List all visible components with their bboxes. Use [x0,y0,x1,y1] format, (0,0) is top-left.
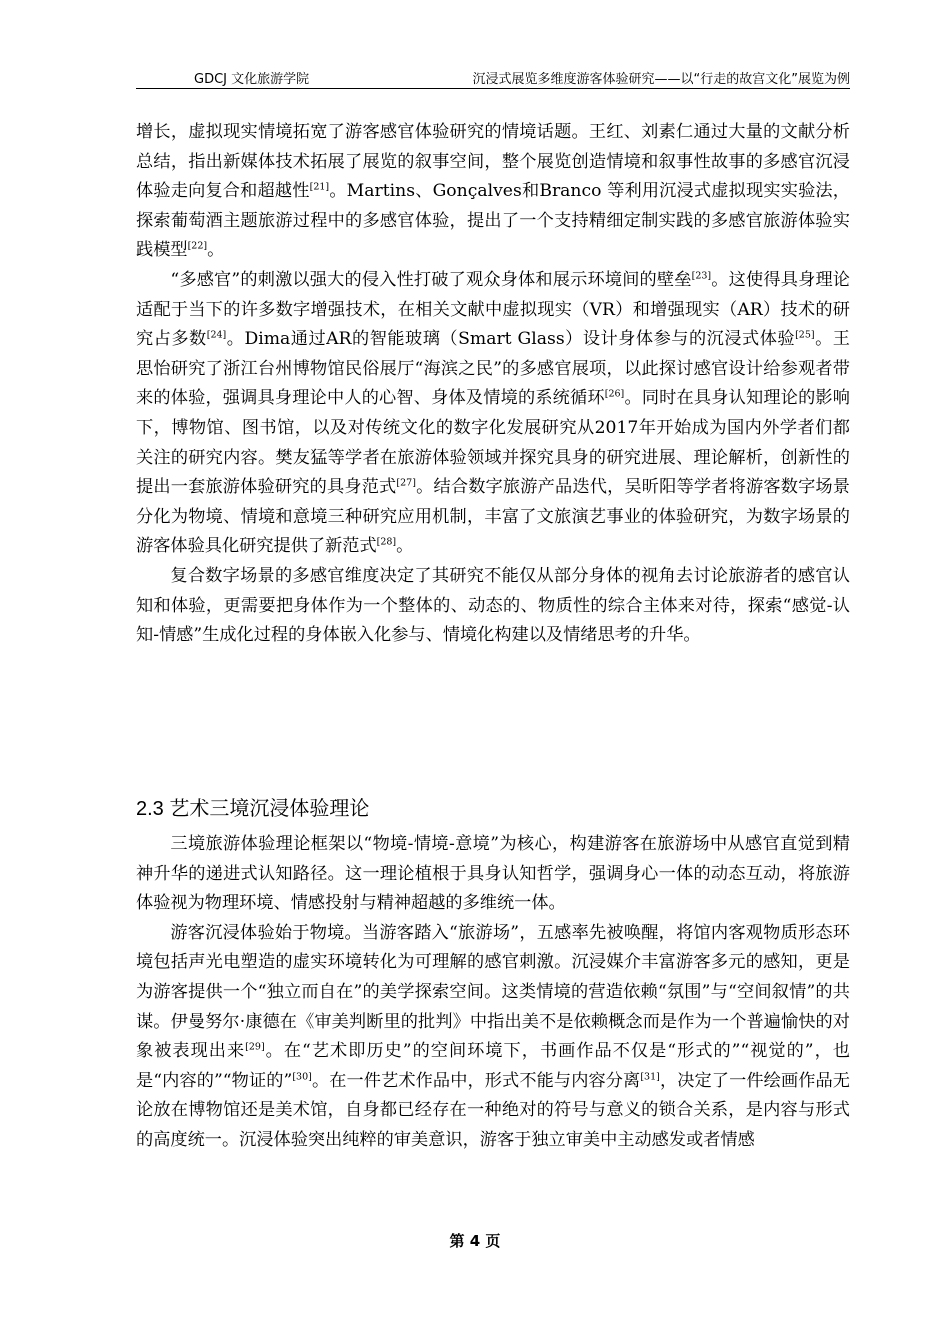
body-text-top [136,118,850,651]
text-run: 。 [207,240,225,261]
text-run: 。同时在具身认知理论的影响下，博物馆、图书馆，以及对传统文化的数字化发展研究从2017年开始成为国内外学者们都关注的研究内容。樊友猛等学者在旅游体验领域并探究具身的研究进展、理论解析，创新性的提出一套旅游体验研究的具身范式 [136,388,850,498]
citation: [25] [795,329,815,341]
citation: [22] [187,240,208,252]
text-run: 。结合数字旅游产品迭代，吴昕阳等学者将游客数字场景分化为物境、情境和意境三种研究应用机制，丰富了文旅演艺事业的体验研究，为数字场景的游客体验具化研究提供了新范式 [136,477,850,557]
text-run: 。Dima通过AR的智能玻璃（Smart Glass）设计身体参与的沉浸式体验 [226,329,796,350]
text-run: 三境旅游体验理论框架以“物境-情境-意境”为核心，构建游客在旅游场中从感官直觉到精神升华的递进式认知路径。这一理论植根于具身认知哲学，强调身心一体的动态互动，将旅游体验视为物理环境、情感投射与精神超越的多维统一体。 [136,834,850,914]
paragraph [136,266,850,562]
citation: [24] [206,329,227,341]
text-run: 。这使得具身理论适配于当下的许多数字增强技术，在相关文献中虚拟现实（VR）和增强现实（AR）技术的研究占多数 [136,269,850,350]
header-paper-title: 沉浸式展览多维度游客体验研究——以“行走的故宫文化”展览为例 [472,72,850,87]
citation: [26] [604,388,625,400]
text-run: 。Martins、Gonçalves和Branco 等利用沉浸式虚拟现实实验法，探索葡萄酒主题旅游过程中的多感官体验，提出了一个支持精细定制实践的多感官旅游体验实践模型 [136,181,850,261]
paragraph [136,919,850,1156]
paragraph [136,118,850,266]
running-header [136,68,850,89]
header-institution: GDCJ 文化旅游学院 [194,72,310,87]
page-number: 第 4 页 [449,1232,501,1250]
citation: [23] [691,270,712,282]
text-run: 。在一件艺术作品中，形式不能与内容分离 [311,1070,641,1091]
citation: [27] [396,477,416,489]
text-run: 复合数字场景的多感官维度决定了其研究不能仅从部分身体的视角去讨论旅游者的感官认知和体验，更需要把身体作为一个整体的、动态的、物质性的综合主体来对待，探索“感觉-认知-情感”生成化过程的身体嵌入化参与、情境化构建以及情绪思考的升华。 [136,565,850,646]
paragraph [136,562,850,651]
section-heading: 2.3 艺术三境沉浸体验理论 [136,798,370,820]
text-run: 游客沉浸体验始于物境。当游客踏入“旅游场”，五感率先被唤醒，将馆内客观物质形态环境包括声光电塑造的虚实环境转化为可理解的感官刺激。沉浸媒介丰富游客多元的感知，更是为游客提供一个“独立而自在”的美学探索空间。这类情境的营造依赖“氛围”与“空间叙情”的共谋。伊曼努尔·康德在《审美判断里的批判》中指出美不是依赖概念而是作为一个普遍愉快的对象被表现出来 [136,922,850,1062]
citation: [30] [292,1071,312,1083]
text-run: 。 [396,536,414,557]
text-run: 。在“艺术即历史”的空间环境下，书画作品不仅是“形式的”“视觉的”，也是“内容的”“物证的” [136,1041,850,1091]
citation: [31] [640,1071,660,1083]
text-run: 增长，虚拟现实情境拓宽了游客感官体验研究的情境话题。王红、刘素仁通过大量的文献分析总结，指出新媒体技术拓展了展览的叙事空间，整个展览创造情境和叙事性故事的多感官沉浸体验走向复合和超越性 [136,122,850,202]
citation: [21] [309,181,330,193]
paragraph [136,830,850,919]
citation: [28] [376,536,397,548]
text-run: 。王思怡研究了浙江台州博物馆民俗展厅“海滨之民”的多感官展项，以此探讨感官设计给参观者带来的体验，强调具身理论中人的心智、身体及情境的系统循环 [136,329,850,409]
text-run: “多感官”的刺激以强大的侵入性打破了观众身体和展示环境间的壁垒 [170,269,692,290]
text-run: ，决定了一件绘画作品无论放在博物馆还是美术馆，自身都已经存在一种绝对的符号与意义的锁合关系，是内容与形式的高度统一。沉浸体验突出纯粹的审美意识，游客于独立审美中主动感发或者情感 [136,1070,850,1150]
body-text-section [136,830,850,1156]
citation: [29] [245,1041,265,1053]
